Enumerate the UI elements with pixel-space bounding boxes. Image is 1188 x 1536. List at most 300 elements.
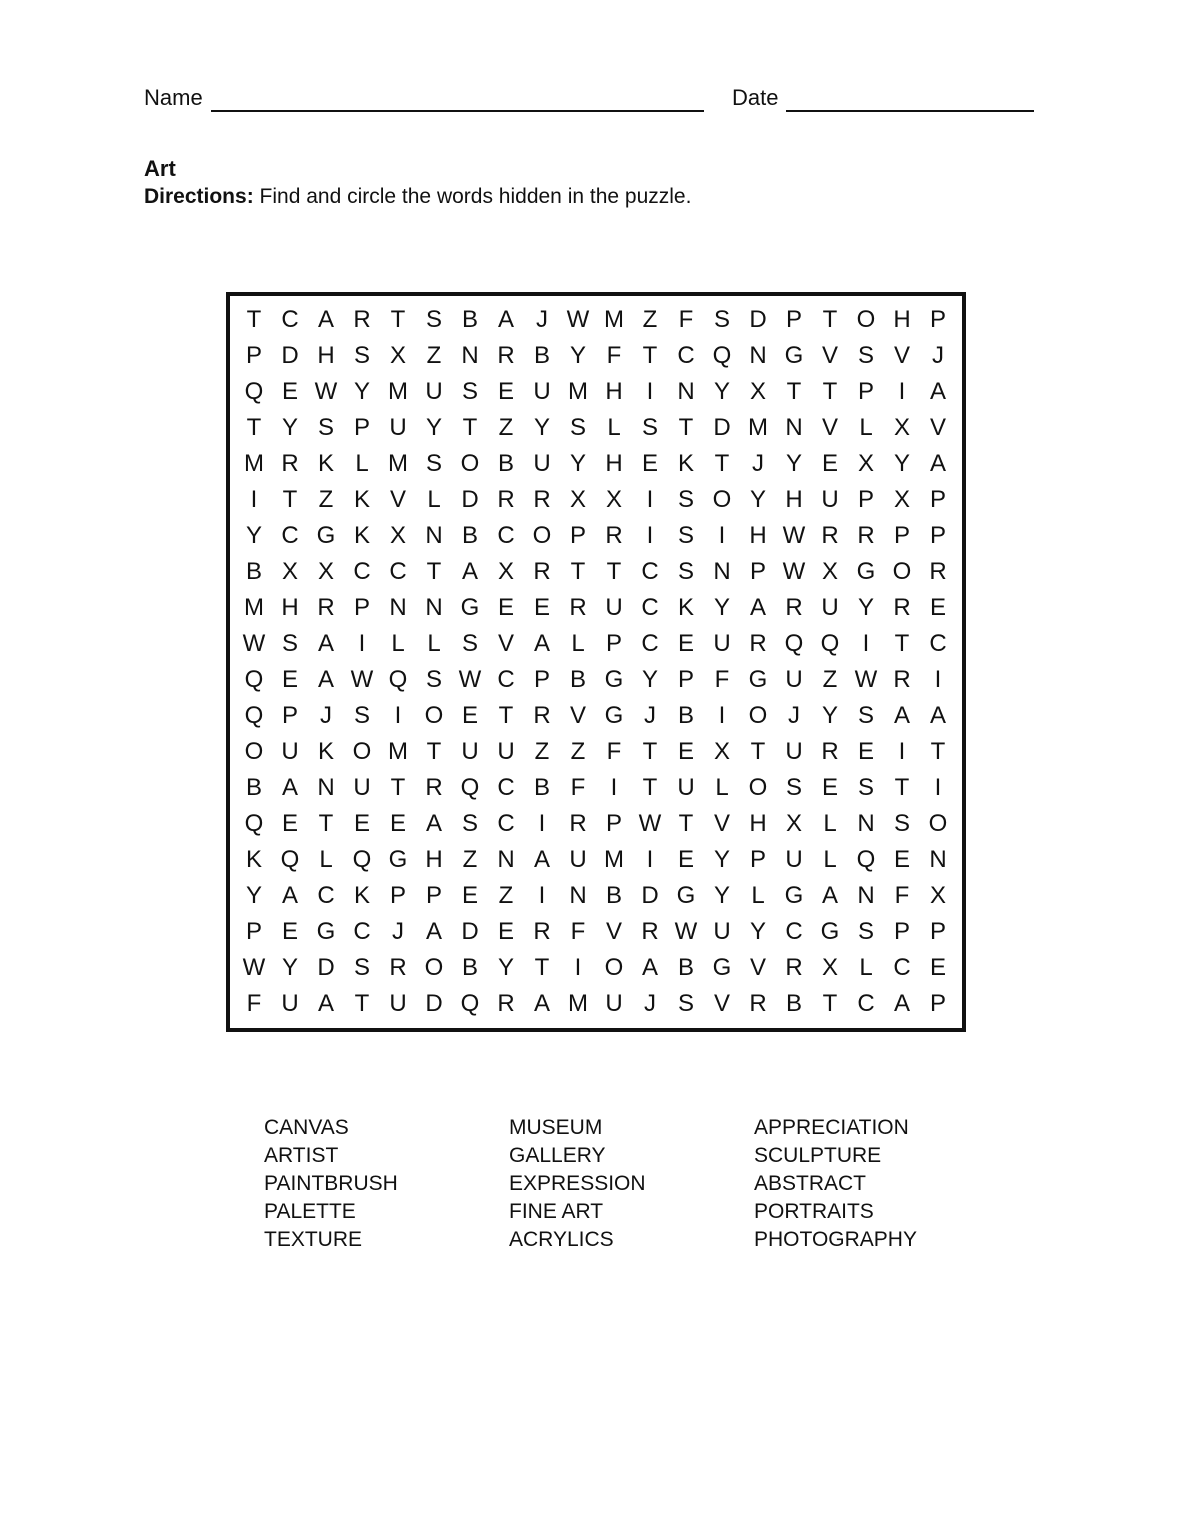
grid-letter[interactable]: A: [317, 990, 334, 1017]
grid-letter[interactable]: M: [388, 450, 408, 477]
name-field[interactable]: [144, 84, 704, 112]
grid-letter[interactable]: G: [820, 918, 840, 945]
grid-letter[interactable]: R: [641, 918, 659, 945]
grid-letter[interactable]: U: [389, 990, 407, 1017]
grid-letter[interactable]: R: [857, 522, 875, 549]
grid-letter[interactable]: X: [317, 558, 334, 585]
grid-letter[interactable]: A: [749, 594, 766, 621]
grid-letter[interactable]: X: [749, 378, 766, 405]
grid-letter[interactable]: N: [497, 846, 515, 873]
grid-letter[interactable]: M: [568, 990, 588, 1017]
grid-letter[interactable]: A: [317, 666, 334, 693]
grid-letter[interactable]: V: [929, 414, 946, 441]
grid-letter[interactable]: N: [461, 342, 479, 369]
grid-letter[interactable]: A: [929, 702, 946, 729]
grid-letter[interactable]: Y: [821, 702, 838, 729]
grid-letter[interactable]: T: [498, 702, 514, 729]
grid-letter[interactable]: X: [893, 486, 910, 513]
grid-letter[interactable]: U: [533, 450, 551, 477]
grid-letter[interactable]: E: [389, 810, 406, 837]
grid-letter[interactable]: X: [821, 558, 838, 585]
grid-letter[interactable]: H: [749, 522, 767, 549]
grid-letter[interactable]: L: [427, 486, 441, 513]
grid-letter[interactable]: B: [785, 990, 802, 1017]
grid-letter[interactable]: A: [317, 630, 334, 657]
grid-letter[interactable]: O: [712, 486, 732, 513]
grid-letter[interactable]: E: [353, 810, 370, 837]
grid-letter[interactable]: O: [748, 702, 768, 729]
grid-letter[interactable]: E: [821, 774, 838, 801]
grid-letter[interactable]: U: [713, 630, 731, 657]
grid-letter[interactable]: A: [533, 630, 550, 657]
grid-letter[interactable]: U: [425, 378, 443, 405]
grid-letter[interactable]: E: [497, 378, 514, 405]
grid-letter[interactable]: J: [788, 702, 800, 729]
grid-letter[interactable]: Y: [569, 342, 586, 369]
grid-letter[interactable]: N: [857, 882, 875, 909]
grid-letter[interactable]: C: [893, 954, 911, 981]
grid-letter[interactable]: V: [713, 810, 730, 837]
grid-letter[interactable]: W: [566, 306, 590, 333]
grid-letter[interactable]: D: [713, 414, 731, 441]
grid-letter[interactable]: C: [929, 630, 947, 657]
grid-letter[interactable]: K: [317, 450, 334, 477]
grid-letter[interactable]: P: [749, 558, 766, 585]
grid-letter[interactable]: T: [462, 414, 478, 441]
grid-letter[interactable]: L: [823, 810, 837, 837]
grid-letter[interactable]: W: [242, 954, 266, 981]
grid-letter[interactable]: T: [246, 306, 262, 333]
grid-letter[interactable]: N: [317, 774, 335, 801]
grid-letter[interactable]: I: [538, 882, 546, 909]
grid-letter[interactable]: Z: [642, 306, 658, 333]
grid-letter[interactable]: N: [425, 594, 443, 621]
grid-letter[interactable]: C: [785, 918, 803, 945]
grid-letter[interactable]: E: [281, 918, 298, 945]
grid-letter[interactable]: E: [677, 630, 694, 657]
grid-letter[interactable]: M: [388, 378, 408, 405]
grid-letter[interactable]: F: [570, 918, 586, 945]
grid-letter[interactable]: H: [317, 342, 335, 369]
grid-letter[interactable]: R: [569, 810, 587, 837]
grid-letter[interactable]: I: [250, 486, 258, 513]
grid-letter[interactable]: L: [859, 954, 873, 981]
grid-letter[interactable]: V: [389, 486, 406, 513]
grid-letter[interactable]: U: [605, 990, 623, 1017]
grid-letter[interactable]: Z: [318, 486, 334, 513]
grid-letter[interactable]: R: [785, 954, 803, 981]
grid-letter[interactable]: T: [894, 630, 910, 657]
grid-letter[interactable]: T: [318, 810, 334, 837]
grid-letter[interactable]: D: [749, 306, 767, 333]
grid-letter[interactable]: U: [281, 738, 299, 765]
grid-letter[interactable]: S: [785, 774, 802, 801]
grid-letter[interactable]: Z: [462, 846, 478, 873]
grid-letter[interactable]: A: [281, 882, 298, 909]
grid-letter[interactable]: A: [281, 774, 298, 801]
grid-letter[interactable]: Z: [570, 738, 586, 765]
grid-letter[interactable]: E: [929, 954, 946, 981]
date-field[interactable]: [732, 84, 1034, 112]
grid-letter[interactable]: V: [497, 630, 514, 657]
grid-letter[interactable]: Y: [713, 846, 730, 873]
grid-letter[interactable]: E: [641, 450, 658, 477]
grid-letter[interactable]: M: [748, 414, 768, 441]
grid-letter[interactable]: C: [641, 630, 659, 657]
grid-letter[interactable]: P: [893, 918, 910, 945]
grid-letter[interactable]: Y: [569, 450, 586, 477]
grid-letter[interactable]: P: [605, 810, 622, 837]
grid-letter[interactable]: T: [606, 558, 622, 585]
grid-letter[interactable]: T: [714, 450, 730, 477]
grid-letter[interactable]: I: [898, 738, 906, 765]
grid-letter[interactable]: G: [712, 954, 732, 981]
grid-letter[interactable]: P: [749, 846, 766, 873]
grid-letter[interactable]: E: [929, 594, 946, 621]
grid-letter[interactable]: L: [571, 630, 585, 657]
grid-letter[interactable]: S: [353, 342, 370, 369]
grid-letter[interactable]: Q: [460, 990, 480, 1017]
grid-letter[interactable]: U: [353, 774, 371, 801]
grid-letter[interactable]: S: [677, 990, 694, 1017]
grid-letter[interactable]: U: [461, 738, 479, 765]
grid-letter[interactable]: C: [497, 810, 515, 837]
grid-letter[interactable]: U: [677, 774, 695, 801]
grid-letter[interactable]: M: [244, 594, 264, 621]
grid-letter[interactable]: E: [677, 846, 694, 873]
grid-letter[interactable]: I: [718, 702, 726, 729]
grid-letter[interactable]: H: [785, 486, 803, 513]
grid-letter[interactable]: V: [713, 990, 730, 1017]
grid-letter[interactable]: R: [533, 486, 551, 513]
grid-letter[interactable]: A: [425, 810, 442, 837]
grid-letter[interactable]: R: [497, 990, 515, 1017]
grid-letter[interactable]: I: [358, 630, 366, 657]
grid-letter[interactable]: P: [785, 306, 802, 333]
grid-letter[interactable]: Z: [822, 666, 838, 693]
grid-letter[interactable]: S: [713, 306, 730, 333]
grid-letter[interactable]: Z: [534, 738, 550, 765]
grid-letter[interactable]: R: [317, 594, 335, 621]
grid-letter[interactable]: A: [533, 990, 550, 1017]
name-line[interactable]: [211, 88, 704, 112]
grid-letter[interactable]: I: [934, 774, 942, 801]
grid-letter[interactable]: X: [497, 558, 514, 585]
grid-letter[interactable]: N: [857, 810, 875, 837]
grid-letter[interactable]: O: [604, 954, 624, 981]
grid-letter[interactable]: S: [857, 342, 874, 369]
grid-letter[interactable]: L: [427, 630, 441, 657]
grid-letter[interactable]: H: [749, 810, 767, 837]
grid-letter[interactable]: T: [786, 378, 802, 405]
grid-letter[interactable]: S: [857, 702, 874, 729]
grid-letter[interactable]: S: [353, 954, 370, 981]
grid-letter[interactable]: W: [782, 522, 806, 549]
date-line[interactable]: [786, 88, 1034, 112]
grid-letter[interactable]: R: [497, 486, 515, 513]
grid-letter[interactable]: B: [569, 666, 586, 693]
grid-letter[interactable]: R: [497, 342, 515, 369]
grid-letter[interactable]: H: [605, 378, 623, 405]
grid-letter[interactable]: Y: [353, 378, 370, 405]
grid-letter[interactable]: N: [785, 414, 803, 441]
grid-letter[interactable]: L: [715, 774, 729, 801]
grid-letter[interactable]: H: [425, 846, 443, 873]
grid-letter[interactable]: F: [570, 774, 586, 801]
grid-letter[interactable]: I: [646, 846, 654, 873]
grid-letter[interactable]: H: [605, 450, 623, 477]
grid-letter[interactable]: A: [893, 990, 910, 1017]
grid-letter[interactable]: E: [281, 810, 298, 837]
grid-letter[interactable]: A: [641, 954, 658, 981]
grid-letter[interactable]: C: [641, 558, 659, 585]
grid-letter[interactable]: C: [497, 666, 515, 693]
grid-letter[interactable]: B: [497, 450, 514, 477]
grid-letter[interactable]: S: [677, 522, 694, 549]
grid-letter[interactable]: P: [929, 306, 946, 333]
grid-letter[interactable]: V: [821, 414, 838, 441]
grid-letter[interactable]: P: [929, 522, 946, 549]
grid-letter[interactable]: U: [533, 378, 551, 405]
grid-letter[interactable]: J: [752, 450, 764, 477]
grid-letter[interactable]: E: [821, 450, 838, 477]
grid-letter[interactable]: F: [894, 882, 910, 909]
grid-letter[interactable]: L: [823, 846, 837, 873]
grid-letter[interactable]: X: [713, 738, 730, 765]
grid-letter[interactable]: S: [461, 810, 478, 837]
grid-letter[interactable]: V: [749, 954, 766, 981]
grid-letter[interactable]: G: [784, 882, 804, 909]
grid-letter[interactable]: S: [461, 378, 478, 405]
grid-letter[interactable]: P: [389, 882, 406, 909]
grid-letter[interactable]: G: [316, 918, 336, 945]
grid-letter[interactable]: L: [751, 882, 765, 909]
grid-letter[interactable]: P: [353, 594, 370, 621]
grid-letter[interactable]: E: [677, 738, 694, 765]
grid-letter[interactable]: U: [497, 738, 515, 765]
grid-letter[interactable]: R: [821, 522, 839, 549]
grid-letter[interactable]: W: [674, 918, 698, 945]
grid-letter[interactable]: G: [604, 702, 624, 729]
grid-letter[interactable]: T: [570, 558, 586, 585]
grid-letter[interactable]: P: [569, 522, 586, 549]
grid-letter[interactable]: X: [569, 486, 586, 513]
grid-letter[interactable]: B: [461, 954, 478, 981]
grid-letter[interactable]: I: [538, 810, 546, 837]
grid-letter[interactable]: F: [714, 666, 730, 693]
grid-letter[interactable]: K: [677, 450, 694, 477]
grid-letter[interactable]: E: [281, 378, 298, 405]
grid-letter[interactable]: R: [749, 990, 767, 1017]
grid-letter[interactable]: R: [929, 558, 947, 585]
grid-letter[interactable]: C: [281, 306, 299, 333]
grid-letter[interactable]: B: [605, 882, 622, 909]
grid-letter[interactable]: O: [352, 738, 372, 765]
grid-letter[interactable]: Y: [785, 450, 802, 477]
grid-letter[interactable]: C: [497, 522, 515, 549]
grid-letter[interactable]: Y: [533, 414, 550, 441]
grid-letter[interactable]: Y: [281, 414, 298, 441]
grid-letter[interactable]: V: [605, 918, 622, 945]
grid-letter[interactable]: S: [677, 558, 694, 585]
grid-letter[interactable]: T: [822, 990, 838, 1017]
grid-letter[interactable]: R: [389, 954, 407, 981]
grid-letter[interactable]: O: [460, 450, 480, 477]
grid-letter[interactable]: A: [317, 306, 334, 333]
grid-letter[interactable]: K: [245, 846, 262, 873]
grid-letter[interactable]: N: [389, 594, 407, 621]
grid-letter[interactable]: S: [425, 666, 442, 693]
grid-letter[interactable]: L: [859, 414, 873, 441]
grid-letter[interactable]: F: [606, 738, 622, 765]
grid-letter[interactable]: Y: [281, 954, 298, 981]
grid-letter[interactable]: R: [893, 666, 911, 693]
grid-letter[interactable]: D: [641, 882, 659, 909]
grid-letter[interactable]: J: [536, 306, 548, 333]
grid-letter[interactable]: Q: [784, 630, 804, 657]
grid-letter[interactable]: I: [610, 774, 618, 801]
grid-letter[interactable]: Q: [712, 342, 732, 369]
grid-letter[interactable]: Q: [856, 846, 876, 873]
grid-letter[interactable]: Y: [497, 954, 514, 981]
grid-letter[interactable]: B: [677, 954, 694, 981]
grid-letter[interactable]: C: [857, 990, 875, 1017]
grid-letter[interactable]: S: [857, 918, 874, 945]
grid-letter[interactable]: V: [569, 702, 586, 729]
grid-letter[interactable]: B: [677, 702, 694, 729]
grid-letter[interactable]: K: [353, 522, 370, 549]
grid-letter[interactable]: O: [856, 306, 876, 333]
grid-letter[interactable]: O: [532, 522, 552, 549]
grid-letter[interactable]: T: [894, 774, 910, 801]
grid-letter[interactable]: C: [353, 918, 371, 945]
grid-letter[interactable]: A: [461, 558, 478, 585]
grid-letter[interactable]: E: [533, 594, 550, 621]
grid-letter[interactable]: Y: [749, 486, 766, 513]
grid-letter[interactable]: T: [822, 306, 838, 333]
grid-letter[interactable]: A: [533, 846, 550, 873]
grid-letter[interactable]: X: [389, 522, 406, 549]
grid-letter[interactable]: J: [644, 990, 656, 1017]
grid-letter[interactable]: B: [245, 558, 262, 585]
grid-letter[interactable]: B: [245, 774, 262, 801]
grid-letter[interactable]: Y: [857, 594, 874, 621]
grid-letter[interactable]: G: [856, 558, 876, 585]
grid-letter[interactable]: Y: [245, 882, 262, 909]
grid-letter[interactable]: H: [893, 306, 911, 333]
grid-letter[interactable]: O: [424, 954, 444, 981]
grid-letter[interactable]: I: [646, 486, 654, 513]
grid-letter[interactable]: E: [497, 594, 514, 621]
grid-letter[interactable]: J: [932, 342, 944, 369]
grid-letter[interactable]: W: [242, 630, 266, 657]
grid-letter[interactable]: O: [424, 702, 444, 729]
grid-letter[interactable]: R: [821, 738, 839, 765]
grid-letter[interactable]: P: [857, 486, 874, 513]
grid-letter[interactable]: P: [281, 702, 298, 729]
grid-letter[interactable]: J: [392, 918, 404, 945]
grid-letter[interactable]: I: [718, 522, 726, 549]
grid-letter[interactable]: Y: [713, 882, 730, 909]
grid-letter[interactable]: Y: [641, 666, 658, 693]
grid-letter[interactable]: T: [426, 738, 442, 765]
grid-letter[interactable]: D: [461, 486, 479, 513]
grid-letter[interactable]: Q: [244, 378, 264, 405]
grid-letter[interactable]: I: [898, 378, 906, 405]
grid-letter[interactable]: G: [784, 342, 804, 369]
grid-letter[interactable]: R: [749, 630, 767, 657]
grid-letter[interactable]: D: [461, 918, 479, 945]
grid-letter[interactable]: X: [929, 882, 946, 909]
grid-letter[interactable]: E: [281, 666, 298, 693]
grid-letter[interactable]: O: [748, 774, 768, 801]
grid-letter[interactable]: S: [317, 414, 334, 441]
grid-letter[interactable]: W: [638, 810, 662, 837]
grid-letter[interactable]: T: [282, 486, 298, 513]
grid-letter[interactable]: Y: [245, 522, 262, 549]
grid-letter[interactable]: Q: [244, 666, 264, 693]
grid-letter[interactable]: U: [785, 846, 803, 873]
grid-letter[interactable]: O: [244, 738, 264, 765]
grid-letter[interactable]: C: [497, 774, 515, 801]
grid-letter[interactable]: T: [930, 738, 946, 765]
grid-letter[interactable]: W: [782, 558, 806, 585]
grid-letter[interactable]: D: [317, 954, 335, 981]
grid-letter[interactable]: T: [390, 306, 406, 333]
grid-letter[interactable]: P: [929, 918, 946, 945]
grid-letter[interactable]: I: [862, 630, 870, 657]
grid-letter[interactable]: T: [246, 414, 262, 441]
grid-letter[interactable]: N: [929, 846, 947, 873]
grid-letter[interactable]: S: [461, 630, 478, 657]
grid-letter[interactable]: A: [425, 918, 442, 945]
grid-letter[interactable]: T: [822, 378, 838, 405]
grid-letter[interactable]: N: [749, 342, 767, 369]
grid-letter[interactable]: M: [604, 846, 624, 873]
grid-letter[interactable]: U: [281, 990, 299, 1017]
grid-letter[interactable]: Y: [713, 594, 730, 621]
grid-letter[interactable]: P: [929, 486, 946, 513]
grid-letter[interactable]: M: [604, 306, 624, 333]
grid-letter[interactable]: N: [425, 522, 443, 549]
grid-letter[interactable]: L: [355, 450, 369, 477]
grid-letter[interactable]: B: [533, 342, 550, 369]
grid-letter[interactable]: P: [245, 342, 262, 369]
grid-letter[interactable]: G: [460, 594, 480, 621]
grid-letter[interactable]: R: [533, 558, 551, 585]
grid-letter[interactable]: V: [821, 342, 838, 369]
grid-letter[interactable]: C: [641, 594, 659, 621]
grid-letter[interactable]: S: [893, 810, 910, 837]
grid-letter[interactable]: L: [319, 846, 333, 873]
grid-letter[interactable]: T: [534, 954, 550, 981]
grid-letter[interactable]: P: [245, 918, 262, 945]
grid-letter[interactable]: R: [425, 774, 443, 801]
grid-letter[interactable]: U: [713, 918, 731, 945]
grid-letter[interactable]: X: [785, 810, 802, 837]
grid-letter[interactable]: L: [391, 630, 405, 657]
grid-letter[interactable]: X: [281, 558, 298, 585]
grid-letter[interactable]: C: [677, 342, 695, 369]
grid-letter[interactable]: O: [892, 558, 912, 585]
grid-letter[interactable]: Z: [498, 414, 514, 441]
grid-letter[interactable]: Y: [893, 450, 910, 477]
grid-letter[interactable]: A: [821, 882, 838, 909]
grid-letter[interactable]: U: [605, 594, 623, 621]
grid-letter[interactable]: N: [569, 882, 587, 909]
grid-letter[interactable]: W: [458, 666, 482, 693]
grid-letter[interactable]: E: [461, 702, 478, 729]
